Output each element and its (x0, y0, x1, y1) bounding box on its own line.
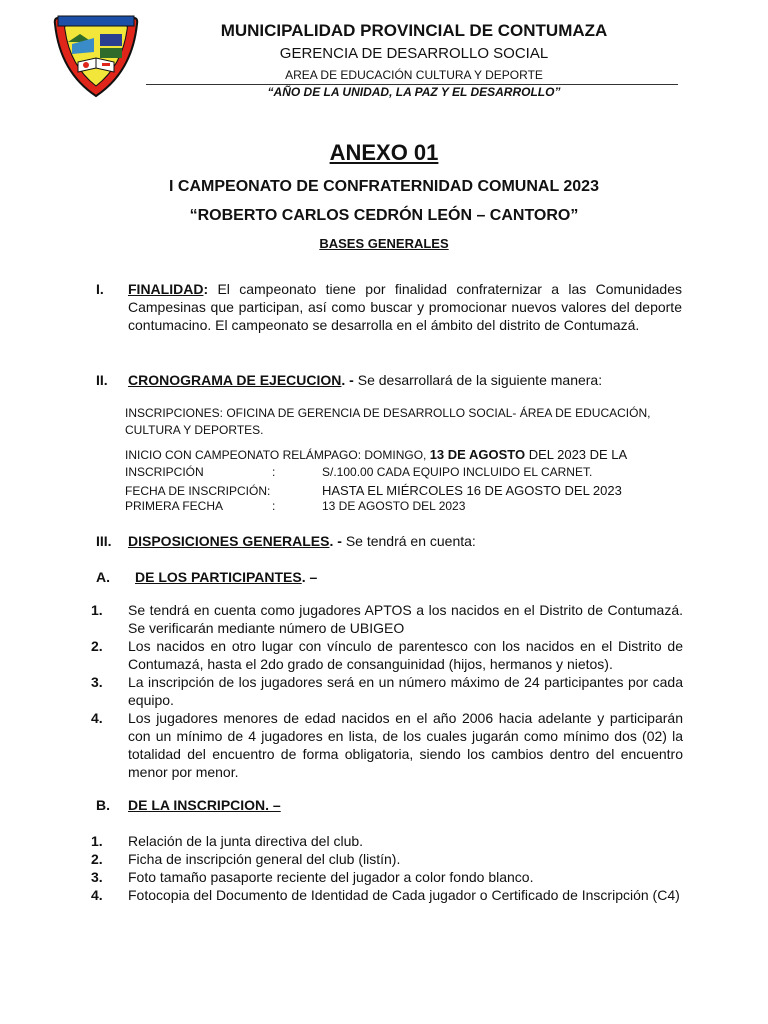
list-item-number: 1. (91, 602, 103, 618)
list-item (91, 886, 683, 904)
list-item (91, 709, 683, 781)
section-number: I. (96, 281, 104, 297)
department-name: GERENCIA DE DESARROLLO SOCIAL (279, 45, 549, 62)
annex-title: ANEXO 01 (329, 140, 439, 165)
list-item-text: La inscripción de los jugadores será en un número máximo de 24 participantes por cada equipo. (128, 674, 683, 708)
schedule-inicio: INICIO CON CAMPEONATO RELÁMPAGO: DOMINGO, 13 DE AGOSTO DEL 2023 DE LA (125, 447, 628, 462)
list-item-text: Los jugadores menores de edad nacidos en el año 2006 hacia adelante y participarán con un mínimo de 4 jugadores en lista, de los cuales jugarán como mínimo dos (02) la totalidad del encuentro de forma obligatoria, siendo los cambios dentro del encuentro menor por menor. (128, 710, 683, 780)
section-text: Se desarrollará de la siguiente manera: (353, 372, 603, 388)
list-item (91, 637, 683, 673)
subsection-participantes (96, 568, 682, 586)
list-item (91, 673, 683, 709)
section-body: CRONOGRAMA DE EJECUCION. - Se desarrollará de la siguiente manera: (128, 372, 603, 388)
section-heading: CRONOGRAMA DE EJECUCION (128, 372, 342, 388)
section-body: FINALIDAD: El campeonato tiene por finalidad confraternizar a las Comunidades Campesinas que participan, así como buscar y promocionar nuevos valores del deporte contumacino. El campeonato se desarrolla en el ámbito del distrito de Contumazá. (128, 281, 682, 333)
bases-heading: BASES GENERALES (319, 236, 449, 251)
schedule-sep: : (272, 465, 276, 479)
list-item (91, 868, 683, 886)
list-item-text: Se tendrá en cuenta como jugadores APTOS a los nacidos en el Distrito de Contumazá. Se verificarán mediante número de UBIGEO (128, 602, 683, 636)
section-number: A. (96, 569, 110, 585)
list-item-text: Relación de la junta directiva del club. (128, 833, 364, 849)
schedule-row (125, 483, 681, 499)
list-item (91, 832, 683, 850)
section-body (128, 796, 682, 814)
municipality-name: MUNICIPALIDAD PROVINCIAL DE CONTUMAZA (220, 21, 608, 40)
schedule-value: HASTA EL MIÉRCOLES 16 DE AGOSTO DEL 2023 (322, 483, 622, 498)
subsection-inscripcion (96, 796, 682, 814)
list-item (91, 850, 683, 868)
schedule-key: PRIMERA FECHA (125, 499, 224, 513)
list-item-text: Los nacidos en otro lugar con vínculo de parentesco con los nacidos en el Distrito de Contumazá, hasta el 2do grado de consanguinidad (hijos, hermanos y nietos). (128, 638, 683, 672)
list-item (91, 601, 683, 637)
schedule-row (125, 499, 681, 515)
list-item-number: 1. (91, 833, 103, 849)
municipal-seal-logo (48, 12, 144, 100)
section-disposiciones (96, 532, 682, 550)
list-item-number: 2. (91, 638, 103, 654)
section-heading: DISPOSICIONES GENERALES (128, 533, 330, 549)
schedule-value: 13 DE AGOSTO DEL 2023 (322, 499, 466, 513)
schedule-value: S/.100.00 CADA EQUIPO INCLUIDO EL CARNET. (322, 465, 593, 479)
section-heading: DE LOS PARTICIPANTES (135, 569, 302, 585)
section-number: B. (96, 797, 110, 813)
area-name: AREA DE EDUCACIÓN CULTURA Y DEPORTE (285, 68, 543, 82)
inscripcion-list (91, 832, 683, 904)
section-finalidad (96, 280, 682, 334)
championship-name: “ROBERTO CARLOS CEDRÓN LEÓN – CANTORO” (189, 207, 579, 224)
list-item-number: 3. (91, 869, 103, 885)
section-body: DE LOS PARTICIPANTES. – (135, 569, 318, 585)
section-heading: FINALIDAD (128, 281, 204, 297)
year-motto: “AÑO DE LA UNIDAD, LA PAZ Y EL DESARROLLO” (267, 85, 561, 99)
section-text: Se tendrá en cuenta: (341, 533, 476, 549)
list-item-number: 4. (91, 710, 103, 726)
list-item-number: 3. (91, 674, 103, 690)
section-number: II. (96, 372, 108, 388)
section-number: III. (96, 533, 112, 549)
participantes-list (91, 601, 683, 781)
schedule-key: FECHA DE INSCRIPCIÓN: (125, 484, 271, 498)
schedule-key: INSCRIPCIÓN (125, 465, 204, 479)
schedule-sep: : (272, 499, 276, 513)
section-text: El campeonato tiene por finalidad confraternizar a las Comunidades Campesinas que participan, así como buscar y promocionar nuevos valores del deporte contumacino. El campeonato se desarrolla en el ámbito del distrito de Contumazá. (128, 281, 682, 333)
schedule-inscripciones: INSCRIPCIONES: OFICINA DE GERENCIA DE DESARROLLO SOCIAL- ÁREA DE EDUCACIÓN, CULTURA Y DEPORTES. (125, 406, 651, 437)
list-item-text: Foto tamaño pasaporte reciente del jugador a color fondo blanco. (128, 869, 534, 885)
championship-title: I CAMPEONATO DE CONFRATERNIDAD COMUNAL 2023 (169, 178, 599, 195)
section-cronograma (96, 371, 682, 389)
list-item-number: 4. (91, 887, 103, 903)
section-body: DISPOSICIONES GENERALES. - Se tendrá en cuenta: (128, 533, 476, 549)
list-item-text: Fotocopia del Documento de Identidad de Cada jugador o Certificado de Inscripción (C4) (128, 887, 680, 903)
section-heading: DE LA INSCRIPCION. – (128, 797, 281, 813)
list-item-number: 2. (91, 851, 103, 867)
list-item-text: Ficha de inscripción general del club (listín). (128, 851, 401, 867)
schedule-row (125, 465, 681, 481)
